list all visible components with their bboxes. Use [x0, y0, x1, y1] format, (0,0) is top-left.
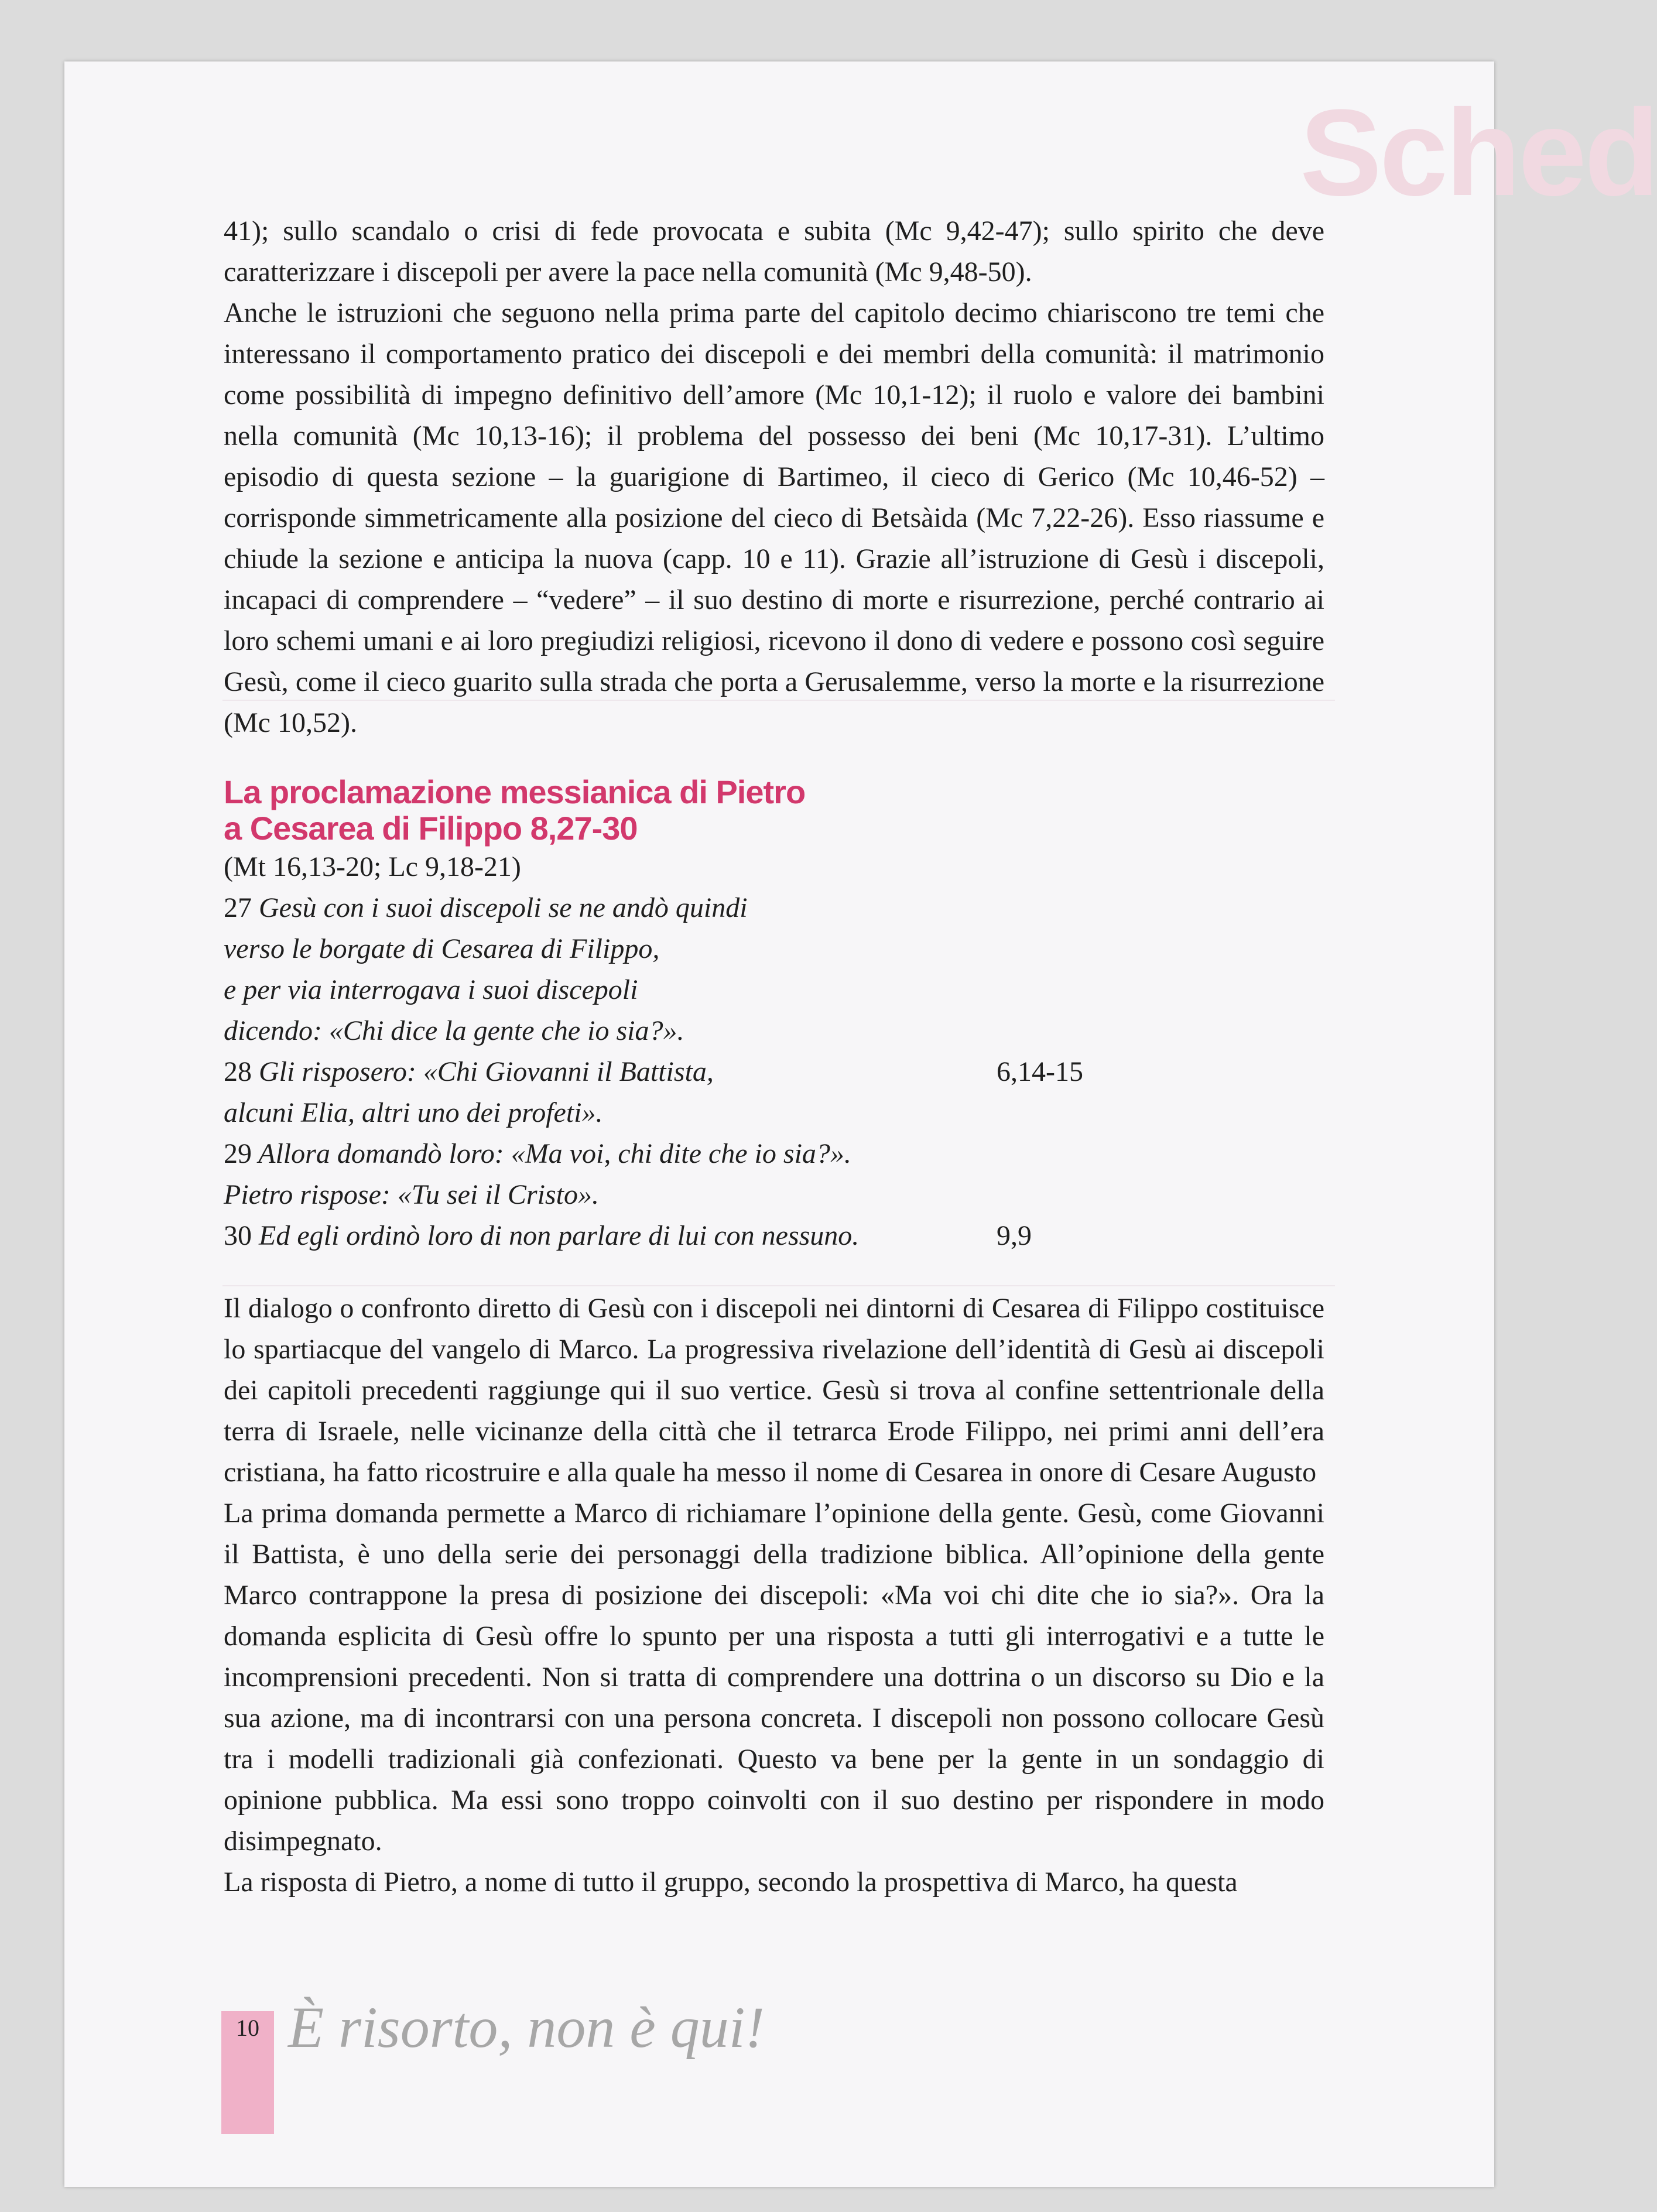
body-paragraph: Anche le istruzioni che seguono nella prima parte del capitolo decimo chiariscono tre temi che interessano il comportamento pratico dei discepoli e dei membri della comunità: il matrimonio come possibilità di impegno definitivo dell’amore (Mc 10,1-12); il ruolo e valore dei bambini nella comunità (Mc 10,13-16); il problema del possesso dei beni (Mc 10,17-31). L’ultimo episodio di questa sezione – la guarigione di Bartimeo, il cieco di Gerico (Mc 10,46-52) – corrisponde simmetricamente alla posizione del cieco di Betsàida (Mc 7,22-26). Esso riassume e chiude la sezione e anticipa la nuova (capp. 10 e 11). Grazie all’istruzione di Gesù i discepoli, incapaci di comprendere – “vedere” – il suo destino di morte e risurrezione, perché contrario ai loro schemi umani e ai loro pregiudizi religiosi, ricevono il dono di vedere e possono così seguire Gesù, come il cieco guarito sulla strada che porta a Gerusalemme, verso la morte e la risurrezione (Mc 10,52).	[224, 297, 1324, 738]
verse-text: Allora domandò loro: «Ma voi, chi dite che io sia?».	[258, 1138, 851, 1169]
verse-number: 28	[224, 1056, 252, 1087]
cross-reference: 9,9	[997, 1220, 1032, 1251]
body-paragraph: La risposta di Pietro, a nome di tutto il gruppo, secondo la prospettiva di Marco, ha questa	[224, 1867, 1238, 1898]
scripture-passage	[224, 888, 1324, 1256]
verse-text: Ed egli ordinò loro di non parlare di lui con nessuno.	[259, 1220, 860, 1251]
body-paragraph: La prima domanda permette a Marco di richiamare l’opinione della gente. Gesù, come Giovanni il Battista, è uno della serie dei personaggi della tradizione biblica. All’opinione della gente Marco contrappone la presa di posizione dei discepoli: «Ma voi chi dite che io sia?». Ora la domanda esplicita di Gesù offre lo spunto per una risposta a tutti gli interrogativi e a tutte le incomprensioni precedenti. Non si tratta di comprendere una dottrina o un discorso su Dio e la sua azione, ma di incontrarsi con una persona concreta. I discepoli non possono collocare Gesù tra i modelli tradizionali già confezionati. Questo va bene per la gente in un sondaggio di opinione pubblica. Ma essi sono troppo coinvolti con il suo destino per rispondere in modo disimpegnato.	[224, 1498, 1324, 1857]
cross-reference	[997, 1011, 1114, 1052]
section-title-line2: a Cesarea di Filippo 8,27-30	[224, 810, 638, 847]
verse-text: alcuni Elia, altri uno dei profeti».	[224, 1097, 603, 1128]
body-paragraph: 41); sullo scandalo o crisi di fede provocata e subita (Mc 9,42-47); sullo spirito che deve caratterizzare i discepoli per avere la pace nella comunità (Mc 9,48-50).	[224, 215, 1324, 287]
page-number: 10	[236, 2015, 259, 2041]
body-paragraph: Il dialogo o confronto diretto di Gesù con i discepoli nei dintorni di Cesarea di Filippo costituisce lo spartiacque del vangelo di Marco. La progressiva rivelazione dell’identità di Gesù ai discepoli dei capitoli precedenti raggiunge qui il suo vertice. Gesù si trova al confine settentrionale della terra di Israele, nelle vicinanze della città che il tetrarca Erode Filippo, nei primi anni dell’era cristiana, ha fatto ricostruire e alla quale ha messo il nome di Cesarea in onore di Cesare Augusto	[224, 1293, 1324, 1488]
verse-line	[224, 1215, 1114, 1256]
verse-text: verso le borgate di Cesarea di Filippo,	[224, 933, 660, 964]
page-body	[224, 211, 1324, 1903]
cross-reference: 6,14-15	[997, 1056, 1083, 1087]
running-footer-title: È risorto, non è qui!	[288, 1995, 765, 2060]
cross-reference	[997, 1093, 1114, 1134]
cross-reference	[997, 1134, 1114, 1175]
verse-text: e per via interrogava i suoi discepoli	[224, 974, 638, 1005]
cross-reference	[997, 929, 1114, 970]
section-title-line1: La proclamazione messianica di Pietro	[224, 773, 806, 810]
verse-line	[224, 1175, 1114, 1215]
verse-text: Gesù con i suoi discepoli se ne andò quindi	[259, 892, 748, 923]
bleed-through-heading: Sched	[1300, 84, 1657, 221]
verse-line	[224, 970, 1114, 1011]
verse-line	[224, 1134, 1114, 1175]
parallel-references: (Mt 16,13-20; Lc 9,18-21)	[224, 851, 521, 882]
verse-line	[224, 1052, 1114, 1093]
verse-number: 27	[224, 892, 252, 923]
verse-text: Gli risposero: «Chi Giovanni il Battista,	[259, 1056, 714, 1087]
verse-number: 29	[224, 1138, 252, 1169]
verse-line	[224, 1093, 1114, 1134]
verse-line	[224, 1011, 1114, 1052]
verse-text: Pietro rispose: «Tu sei il Cristo».	[224, 1179, 599, 1210]
section-title	[224, 774, 1324, 847]
verse-number: 30	[224, 1220, 252, 1251]
verse-line	[224, 929, 1114, 970]
verse-line	[224, 888, 1114, 929]
cross-reference	[997, 1175, 1114, 1215]
verse-text: dicendo: «Chi dice la gente che io sia?».	[224, 1015, 684, 1046]
cross-reference	[997, 970, 1114, 1011]
cross-reference	[997, 888, 1114, 929]
